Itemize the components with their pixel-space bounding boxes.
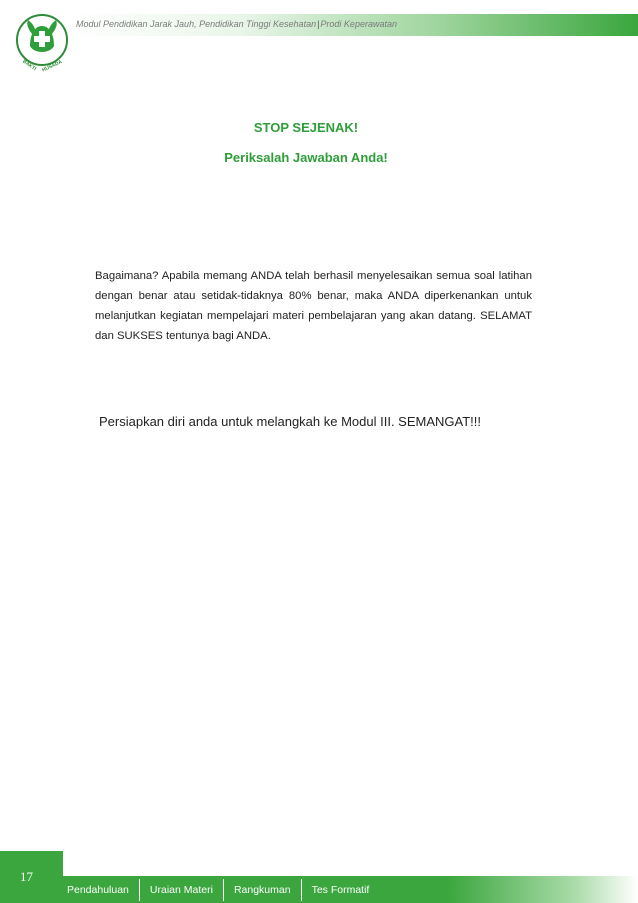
svg-text:BAKTI: BAKTI xyxy=(21,58,38,73)
closing-message: Persiapkan diri anda untuk melangkah ke Modul III. SEMANGAT!!! xyxy=(99,414,481,429)
page-title: STOP SEJENAK! xyxy=(253,120,359,135)
nav-pendahuluan[interactable]: Pendahuluan xyxy=(57,879,140,901)
nav-uraian-materi[interactable]: Uraian Materi xyxy=(140,879,224,901)
page-number: 17 xyxy=(20,869,33,884)
bakti-husada-logo xyxy=(14,6,70,80)
page-subtitle: Periksalah Jawaban Anda! xyxy=(224,150,388,165)
header-running-title xyxy=(76,19,397,29)
instruction-paragraph: Bagaimana? Apabila memang ANDA telah berhasil menyelesaikan semua soal latihan dengan benar atau setidak-tidaknya 80% benar, maka ANDA diperkenankan untuk melanjutkan kegiatan mempelajari materi pembelajaran yang akan datang. SELAMAT dan SUKSES tentunya bagi ANDA. xyxy=(95,270,532,342)
footer-navigation xyxy=(57,876,379,903)
svg-text:HUSADA: HUSADA xyxy=(41,59,64,74)
nav-tes-formatif[interactable]: Tes Formatif xyxy=(311,883,370,896)
header-module-text: Modul Pendidikan Jarak Jauh, Pendidikan Tinggi Kesehatan xyxy=(76,19,317,29)
header-separator: | xyxy=(317,19,320,29)
nav-rangkuman[interactable]: Rangkuman xyxy=(224,879,302,901)
header-program-text: Prodi Keperawatan xyxy=(320,19,397,29)
